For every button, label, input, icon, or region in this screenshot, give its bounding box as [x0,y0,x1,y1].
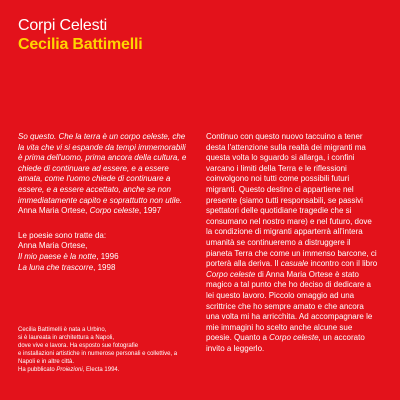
bio-line: si è laureata in architettura a Napoli, [18,335,115,341]
book-1-year: , 1996 [96,251,119,261]
signature-work: Corpo celeste [89,206,139,216]
right-column [206,132,378,354]
signature-year: , 1997 [138,206,162,216]
book-2-year: , 1998 [93,262,116,272]
book-2-title: La luna che trascorre [18,262,94,272]
bio-book-title: Proiezioni [56,367,83,373]
intro-text [206,132,378,354]
book-1-title: Il mio paese è la notte [18,251,97,261]
intro-part-2: incontro con il libro [308,259,378,269]
intro-book-title-2: Corpo celeste [269,333,319,343]
signature-name: Anna Maria Ortese, [18,206,90,216]
author-bio [18,326,193,374]
bio-line [18,366,193,374]
bio-line: dove vive e lavora. Ha esposto sue fotografie [18,343,139,349]
poems-source [18,231,188,273]
intro-part-3: di Anna Maria Ortese è stato magico a tal punto che ho deciso di dedicare a lei questo lavoro. Piccolo omaggio ad una scrittrice che ho sempre amato e che ancora una volta mi ha arricchita. Ad accompagnare le mie immagini ho scelto anche alcune sue poesie. Quanto a [206,269,373,343]
book-1 [18,252,188,263]
bio-suffix: , Electa 1994. [82,367,120,373]
poems-intro: Le poesie sono tratte da: [18,230,107,240]
intro-part-1: Continuo con questo nuovo taccuino a tener desta l'attenzione sulla realtà dei migranti ma questa volta lo sguardo si allarga, i confini varcano i limiti della Terra e le riflessioni coinvolgono noi tutti come possibili futuri migranti. Questo destino ci appartiene nel presente (siamo tutti responsabili, se passivi spettatori delle quotidiane tragedie che si consumano nel nostro mare) e nel futuro, dove la condizione di migranti apparterrà all'intera umanità se continueremo a distruggere il pianeta Terra che come un immenso barcone, ci porterà alla deriva. Il [206,132,377,269]
intro-casuale: casuale [280,259,309,269]
book-2 [18,263,188,274]
author-name: Cecilia Battimelli [18,36,143,53]
series-title: Corpi Celesti [18,17,107,34]
bio-line: e installazioni artistiche in numerose personali e collettive, a [18,351,178,357]
bio-prefix: Ha pubblicato [18,367,57,373]
bio-line: Napoli e in altre città. [18,359,75,365]
ortese-quote: So questo. Che la terra è un corpo celeste, che la vita che vi si espande da tempi immemorabili è prima dell'uomo, prima ancora della cultura, e chiede di continuare ad essere, e a essere amata, come l'uomo chiede di continuare a essere, e a essere accettato, anche se non immediatamente capito e soprattutto non utile. [18,132,187,205]
intro-book-title: Corpo celeste [206,269,256,279]
poems-author: Anna Maria Ortese, [18,241,88,251]
title-block [18,16,142,54]
bio-line: Cecilia Battimelli è nata a Urbino, [18,327,107,333]
left-column [18,132,188,273]
quote-signature [18,206,188,217]
intro-part-4: , un accorato invito a leggerlo. [206,333,365,353]
